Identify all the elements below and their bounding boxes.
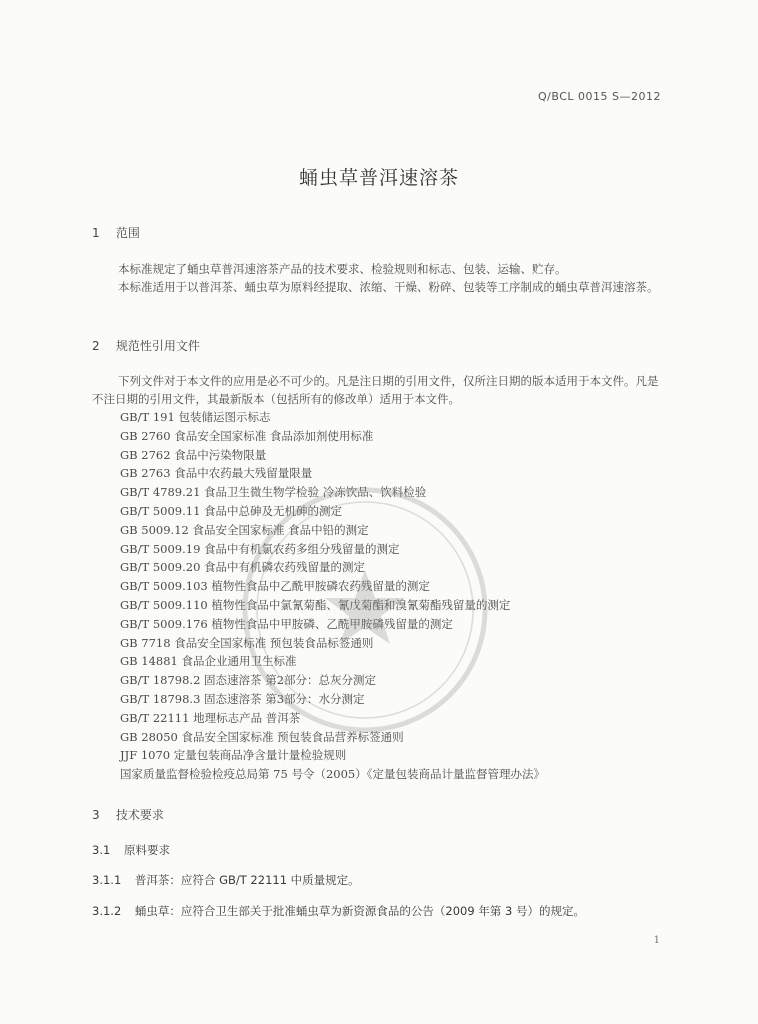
section-2-title: 规范性引用文件 <box>115 339 200 353</box>
clause-3-1-2-text: 蛹虫草：应符合卫生部关于批准蛹虫草为新资源食品的公告（2009 年第 3 号）的规定。 <box>134 904 585 918</box>
clause-3-1-1 <box>92 872 360 888</box>
section-2-paragraph: 下列文件对于本文件的应用是必不可少的。凡是注日期的引用文件，仅所注日期的版本适用于本文件。凡是不注日期的引用文件，其最新版本（包括所有的修改单）适用于本文件。 <box>92 374 659 406</box>
reference-item: GB 2760 食品安全国家标准 食品添加剂使用标准 <box>120 428 374 443</box>
clause-3-1-1-number: 3.1.1 <box>92 873 122 887</box>
reference-item: GB/T 5009.103 植物性食品中乙酰甲胺磷农药残留量的测定 <box>120 579 430 594</box>
reference-item: JJF 1070 定量包装商品净含量计量检验规则 <box>120 748 347 763</box>
reference-item: 国家质量监督检验检疫总局第 75 号令（2005）《定量包装商品计量监督管理办法》 <box>120 767 545 782</box>
document-code: Q/BCL 0015 S—2012 <box>538 90 661 103</box>
section-2-number: 2 <box>92 339 100 353</box>
section-1-number: 1 <box>92 226 100 240</box>
clause-3-1-number: 3.1 <box>92 843 111 857</box>
reference-item: GB/T 5009.176 植物性食品中甲胺磷、乙酰甲胺磷残留量的测定 <box>120 616 453 631</box>
clause-3-1-2 <box>92 903 585 919</box>
section-3-number: 3 <box>92 808 100 822</box>
reference-item: GB/T 22111 地理标志产品 普洱茶 <box>120 710 301 725</box>
page-number: 1 <box>653 935 660 946</box>
clause-3-1-text: 原料要求 <box>123 843 170 857</box>
section-2-body <box>92 372 664 408</box>
clause-3-1-2-number: 3.1.2 <box>92 904 122 918</box>
reference-item: GB 2763 食品中农药最大残留量限量 <box>120 466 313 481</box>
clause-3-1-1-text: 普洱茶：应符合 GB/T 22111 中质量规定。 <box>134 873 360 887</box>
reference-item: GB/T 5009.20 食品中有机磷农药残留量的测定 <box>120 560 366 575</box>
reference-item: GB/T 18798.3 固态速溶茶 第3部分：水分测定 <box>120 691 365 706</box>
section-3-heading <box>92 806 164 823</box>
reference-item: GB/T 5009.11 食品中总砷及无机砷的测定 <box>120 503 343 518</box>
section-1-paragraph-2: 本标准适用于以普洱茶、蛹虫草为原料经提取、浓缩、干燥、粉碎、包装等工序制成的蛹虫草普洱速溶茶。 <box>118 280 659 294</box>
reference-item: GB/T 4789.21 食品卫生微生物学检验 冷冻饮品、饮料检验 <box>120 485 427 500</box>
reference-item: GB 5009.12 食品安全国家标准 食品中铅的测定 <box>120 522 369 537</box>
section-3-title: 技术要求 <box>115 808 164 822</box>
reference-item: GB/T 5009.19 食品中有机氯农药多组分残留量的测定 <box>120 541 400 556</box>
section-1-body <box>92 260 664 296</box>
section-1-heading <box>92 224 140 241</box>
reference-item: GB 7718 食品安全国家标准 预包装食品标签通则 <box>120 635 374 650</box>
document-title: 蛹虫草普洱速溶茶 <box>298 167 459 189</box>
reference-item: GB 28050 食品安全国家标准 预包装食品营养标签通则 <box>120 729 404 744</box>
section-1-paragraph-1: 本标准规定了蛹虫草普洱速溶茶产品的技术要求、检验规则和标志、包装、运输、贮存。 <box>118 262 567 276</box>
reference-item: GB/T 191 包装储运图示标志 <box>120 410 271 424</box>
section-2-heading <box>92 337 200 354</box>
section-1-title: 范围 <box>115 226 140 240</box>
reference-item: GB/T 18798.2 固态速溶茶 第2部分：总灰分测定 <box>120 673 377 688</box>
reference-list <box>120 408 545 784</box>
reference-item: GB 14881 食品企业通用卫生标准 <box>120 654 297 669</box>
reference-item: GB 2762 食品中污染物限量 <box>120 447 267 462</box>
clause-3-1 <box>92 842 170 858</box>
reference-item: GB/T 5009.110 植物性食品中氯氰菊酯、氰戊菊酯和溴氰菊酯残留量的测定 <box>120 597 511 612</box>
